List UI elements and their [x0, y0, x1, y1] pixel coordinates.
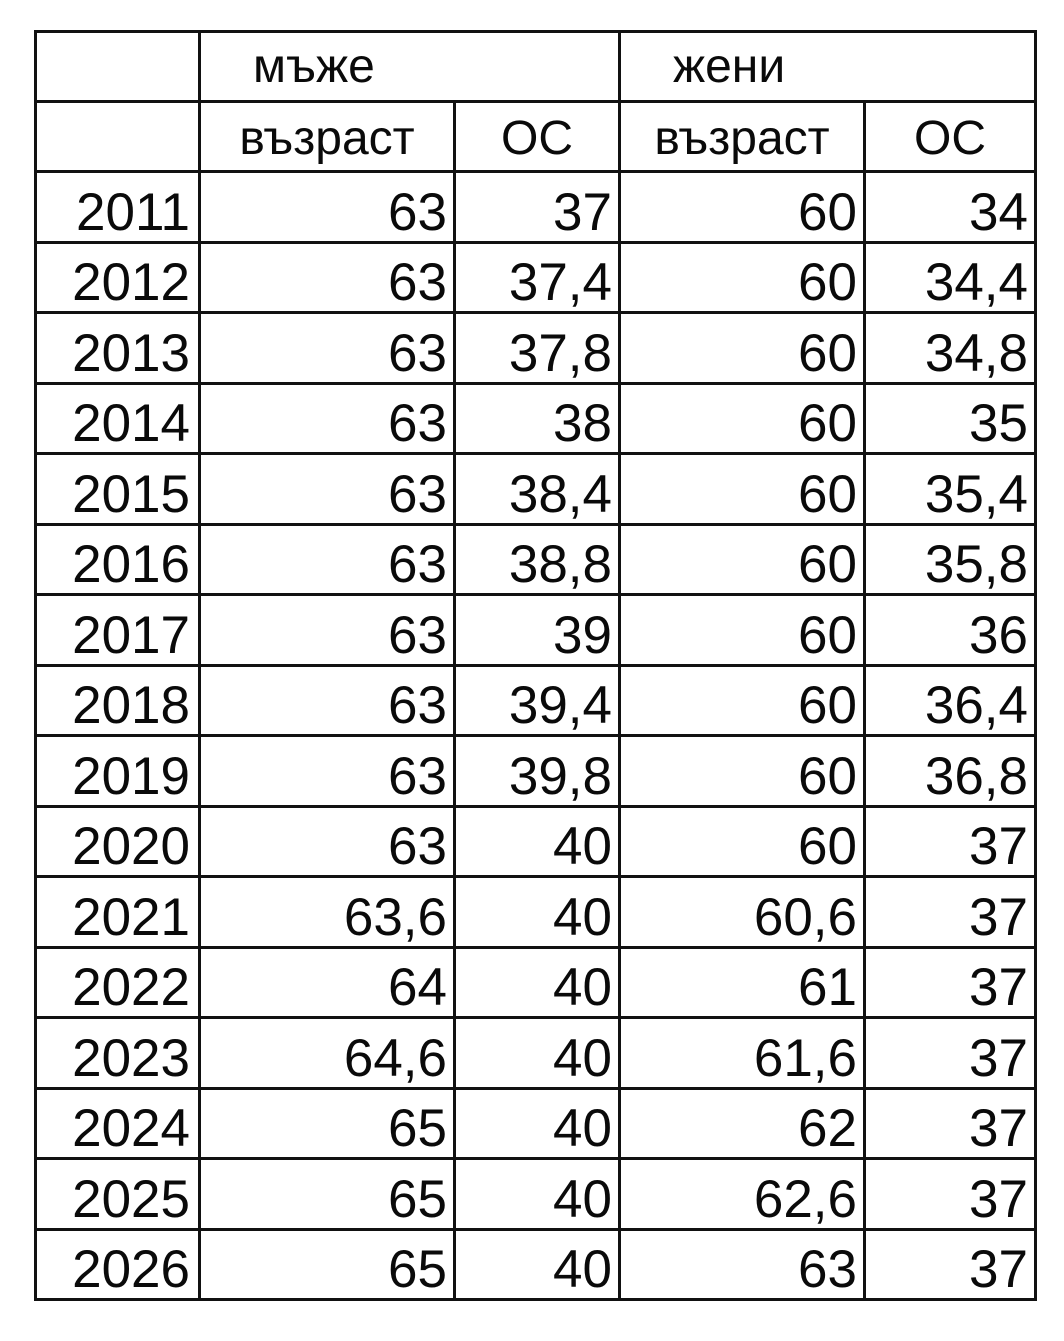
subheader-women-age: възраст — [620, 102, 865, 172]
men-age-cell: 63 — [200, 524, 455, 595]
year-cell: 2025 — [36, 1159, 200, 1230]
group-header-women: жени — [620, 32, 1036, 102]
men-os-cell: 37,4 — [455, 242, 620, 313]
men-age-cell: 63 — [200, 172, 455, 243]
women-age-cell: 62,6 — [620, 1159, 865, 1230]
men-os-cell: 38,4 — [455, 454, 620, 525]
men-age-cell: 63 — [200, 806, 455, 877]
table-row — [36, 1159, 1036, 1230]
women-age-cell: 61 — [620, 947, 865, 1018]
men-os-cell: 40 — [455, 947, 620, 1018]
table-row — [36, 172, 1036, 243]
women-os-cell: 36,4 — [865, 665, 1036, 736]
table-row — [36, 736, 1036, 807]
men-os-cell: 40 — [455, 1159, 620, 1230]
year-cell: 2012 — [36, 242, 200, 313]
corner-cell-2 — [36, 102, 200, 172]
men-os-cell: 39,4 — [455, 665, 620, 736]
year-cell: 2023 — [36, 1018, 200, 1089]
men-age-cell: 65 — [200, 1088, 455, 1159]
women-age-cell: 60 — [620, 454, 865, 525]
men-age-cell: 65 — [200, 1229, 455, 1300]
women-os-cell: 37 — [865, 806, 1036, 877]
men-os-cell: 40 — [455, 1229, 620, 1300]
table-row — [36, 1088, 1036, 1159]
women-os-cell: 34,4 — [865, 242, 1036, 313]
women-os-cell: 35,8 — [865, 524, 1036, 595]
year-cell: 2011 — [36, 172, 200, 243]
men-os-cell: 39,8 — [455, 736, 620, 807]
women-os-cell: 36 — [865, 595, 1036, 666]
women-age-cell: 60 — [620, 806, 865, 877]
corner-cell — [36, 32, 200, 102]
retirement-table — [34, 30, 1037, 1301]
women-os-cell: 37 — [865, 877, 1036, 948]
men-age-cell: 63 — [200, 242, 455, 313]
women-os-cell: 37 — [865, 947, 1036, 1018]
table-row — [36, 313, 1036, 384]
men-os-cell: 37 — [455, 172, 620, 243]
men-age-cell: 64 — [200, 947, 455, 1018]
women-age-cell: 61,6 — [620, 1018, 865, 1089]
men-os-cell: 37,8 — [455, 313, 620, 384]
table-row — [36, 665, 1036, 736]
men-age-cell: 63 — [200, 595, 455, 666]
table-body — [36, 172, 1036, 1300]
men-age-cell: 65 — [200, 1159, 455, 1230]
women-age-cell: 60 — [620, 736, 865, 807]
year-cell: 2020 — [36, 806, 200, 877]
table-row — [36, 1229, 1036, 1300]
men-age-cell: 63 — [200, 454, 455, 525]
men-os-cell: 40 — [455, 877, 620, 948]
table-row — [36, 806, 1036, 877]
year-cell: 2019 — [36, 736, 200, 807]
men-os-cell: 39 — [455, 595, 620, 666]
women-age-cell: 63 — [620, 1229, 865, 1300]
year-cell: 2022 — [36, 947, 200, 1018]
table-row — [36, 454, 1036, 525]
year-cell: 2018 — [36, 665, 200, 736]
women-age-cell: 62 — [620, 1088, 865, 1159]
men-os-cell: 40 — [455, 806, 620, 877]
group-header-men: мъже — [200, 32, 620, 102]
year-cell: 2021 — [36, 877, 200, 948]
women-age-cell: 60 — [620, 172, 865, 243]
women-os-cell: 35 — [865, 383, 1036, 454]
women-os-cell: 34,8 — [865, 313, 1036, 384]
subheader-women-os: ОС — [865, 102, 1036, 172]
group-header-row — [36, 32, 1036, 102]
women-os-cell: 34 — [865, 172, 1036, 243]
women-age-cell: 60 — [620, 665, 865, 736]
men-os-cell: 38 — [455, 383, 620, 454]
men-os-cell: 40 — [455, 1088, 620, 1159]
year-cell: 2014 — [36, 383, 200, 454]
women-os-cell: 36,8 — [865, 736, 1036, 807]
table-row — [36, 383, 1036, 454]
year-cell: 2013 — [36, 313, 200, 384]
women-os-cell: 37 — [865, 1018, 1036, 1089]
subheader-men-age: възраст — [200, 102, 455, 172]
men-age-cell: 63,6 — [200, 877, 455, 948]
women-age-cell: 60,6 — [620, 877, 865, 948]
women-age-cell: 60 — [620, 383, 865, 454]
year-cell: 2015 — [36, 454, 200, 525]
table-row — [36, 947, 1036, 1018]
men-age-cell: 63 — [200, 313, 455, 384]
women-age-cell: 60 — [620, 595, 865, 666]
men-age-cell: 63 — [200, 383, 455, 454]
women-os-cell: 37 — [865, 1229, 1036, 1300]
men-age-cell: 63 — [200, 665, 455, 736]
women-os-cell: 35,4 — [865, 454, 1036, 525]
table-row — [36, 242, 1036, 313]
year-cell: 2026 — [36, 1229, 200, 1300]
subheader-men-os: ОС — [455, 102, 620, 172]
sub-header-row — [36, 102, 1036, 172]
men-age-cell: 63 — [200, 736, 455, 807]
year-cell: 2016 — [36, 524, 200, 595]
men-age-cell: 64,6 — [200, 1018, 455, 1089]
men-os-cell: 38,8 — [455, 524, 620, 595]
year-cell: 2024 — [36, 1088, 200, 1159]
year-cell: 2017 — [36, 595, 200, 666]
table-row — [36, 877, 1036, 948]
men-os-cell: 40 — [455, 1018, 620, 1089]
women-age-cell: 60 — [620, 524, 865, 595]
women-age-cell: 60 — [620, 313, 865, 384]
table-row — [36, 524, 1036, 595]
women-age-cell: 60 — [620, 242, 865, 313]
women-os-cell: 37 — [865, 1159, 1036, 1230]
table-row — [36, 1018, 1036, 1089]
women-os-cell: 37 — [865, 1088, 1036, 1159]
table-row — [36, 595, 1036, 666]
